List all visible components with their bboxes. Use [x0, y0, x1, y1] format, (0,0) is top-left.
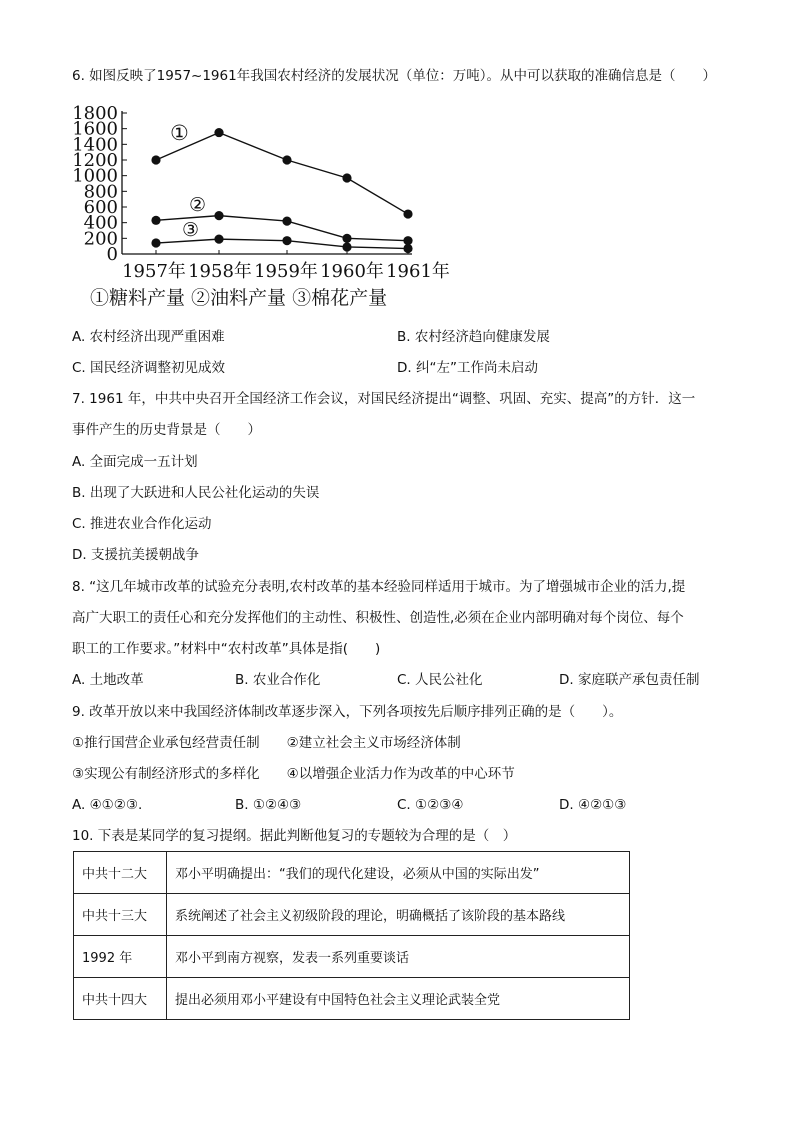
data-point-series-1 — [214, 128, 223, 137]
y-tick-label: 1800 — [72, 103, 118, 124]
data-point-series-2 — [282, 217, 291, 226]
q6-line-chart — [70, 98, 450, 313]
x-tick-label: 1958年 — [188, 261, 252, 282]
series-label-1: ① — [170, 121, 189, 145]
q8-stem-line3: 职工的工作要求。”材料中“农村改革”具体是指( ) — [72, 641, 381, 657]
q9-items-line1: ①推行国营企业承包经营责任制 ②建立社会主义市场经济体制 — [72, 735, 461, 751]
q10-stem: 10. 下表是某同学的复习提纲。据此判断他复习的专题较为合理的是（ ） — [72, 828, 517, 844]
axes-lines — [122, 111, 412, 254]
x-tick-label: 1961年 — [386, 261, 450, 282]
y-tick-label: 600 — [83, 197, 118, 218]
y-tick-label: 800 — [83, 181, 118, 203]
q6-option-d: D. 纠“左”工作尚未启动 — [397, 360, 538, 376]
q9-option-d: D. ④②①③ — [559, 797, 627, 813]
data-point-series-1 — [151, 155, 160, 164]
y-tick-label: 200 — [83, 228, 118, 250]
table-cell-content: 邓小平明确提出：“我们的现代化建设，必须从中国的实际出发” — [167, 852, 630, 894]
q7-option-c: C. 推进农业合作化运动 — [72, 516, 212, 532]
x-axis — [122, 250, 450, 282]
y-tick-label: 1400 — [72, 134, 118, 156]
y-tick-label: 1200 — [72, 150, 118, 171]
q7-stem-line2: 事件产生的历史背景是（ ） — [72, 422, 261, 438]
review-outline-table — [73, 851, 630, 1020]
q9-stem: 9. 改革开放以来中我国经济体制改革逐步深入，下列各项按先后顺序排列正确的是（ ）。 — [72, 704, 623, 720]
table-cell-content: 邓小平到南方视察，发表一系列重要谈话 — [167, 936, 630, 978]
q9-option-c: C. ①②③④ — [397, 797, 464, 813]
table-row — [74, 852, 630, 894]
data-point-series-1 — [342, 173, 351, 182]
y-tick-label: 400 — [83, 212, 118, 234]
y-tick-label: 1000 — [72, 165, 118, 187]
data-point-series-1 — [403, 209, 412, 218]
chart-legend: ①糖料产量 ②油料产量 ③棉花产量 — [90, 287, 388, 309]
data-point-series-2 — [403, 236, 412, 245]
data-point-series-2 — [151, 216, 160, 225]
q8-stem-line2: 高广大职工的责任心和充分发挥他们的主动性、积极性、创造性,必须在企业内部明确对每个岗位、每个 — [72, 610, 684, 626]
table-cell-event: 中共十四大 — [74, 978, 167, 1020]
q8-option-d: D. 家庭联产承包责任制 — [559, 672, 700, 688]
series-label-2: ② — [189, 194, 207, 216]
q9-option-a: A. ④①②③. — [72, 797, 143, 813]
table-cell-event: 中共十三大 — [74, 894, 167, 936]
data-point-series-3 — [282, 236, 291, 245]
data-point-series-3 — [214, 235, 223, 244]
table-row — [74, 978, 630, 1020]
table-cell-content: 系统阐述了社会主义初级阶段的理论，明确概括了该阶段的基本路线 — [167, 894, 630, 936]
data-point-series-1 — [282, 155, 291, 164]
x-tick-label: 1959年 — [254, 261, 318, 282]
q7-option-b: B. 出现了大跃进和人民公社化运动的失误 — [72, 485, 320, 501]
y-axis — [72, 103, 127, 265]
q9-items-line2: ③实现公有制经济形式的多样化 ④以增强企业活力作为改革的中心环节 — [72, 766, 515, 782]
q6-option-a: A. 农村经济出现严重困难 — [72, 329, 225, 345]
q6-stem: 6. 如图反映了1957~1961年我国农村经济的发展状况（单位：万吨）。从中可以获取的准确信息是（ ） — [72, 68, 716, 84]
data-point-series-2 — [342, 234, 351, 243]
q6-option-b: B. 农村经济趋向健康发展 — [397, 329, 550, 345]
data-point-series-2 — [214, 211, 223, 220]
x-tick-label: 1960年 — [320, 261, 384, 282]
q7-stem-line1: 7. 1961 年，中共中央召开全国经济工作会议，对国民经济提出“调整、巩固、充实、提高”的方针．这一 — [72, 391, 696, 407]
table-row — [74, 894, 630, 936]
table-cell-event: 1992 年 — [74, 936, 167, 978]
q9-option-b: B. ①②④③ — [235, 797, 302, 813]
x-tick-label: 1957年 — [122, 261, 186, 282]
q8-option-c: C. 人民公社化 — [397, 672, 483, 688]
series-label-3: ③ — [182, 219, 200, 241]
q8-option-b: B. 农业合作化 — [235, 672, 321, 688]
y-tick-label: 1600 — [72, 118, 118, 140]
q8-option-a: A. 土地改革 — [72, 672, 144, 688]
table-row — [74, 936, 630, 978]
table-cell-event: 中共十二大 — [74, 852, 167, 894]
q8-stem-line1: 8. “这几年城市改革的试验充分表明,农村改革的基本经验同样适用于城市。为了增强城市企业的活力,提 — [72, 579, 686, 595]
table-cell-content: 提出必须用邓小平建设有中国特色社会主义理论武装全党 — [167, 978, 630, 1020]
q7-option-d: D. 支援抗美援朝战争 — [72, 547, 199, 563]
q6-option-c: C. 国民经济调整初见成效 — [72, 360, 226, 376]
q7-option-a: A. 全面完成一五计划 — [72, 454, 198, 470]
y-tick-label: 0 — [106, 244, 118, 265]
data-point-series-3 — [151, 238, 160, 247]
